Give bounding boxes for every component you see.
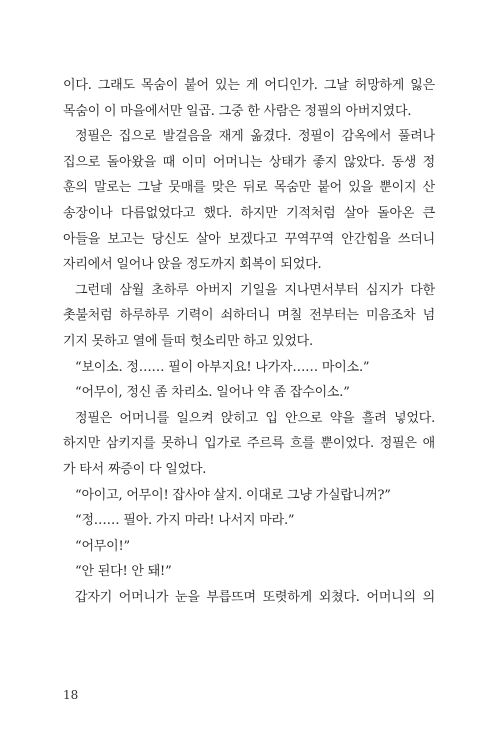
text-line: 촛불처럼 하루하루 기력이 쇠하더니 며칠 전부터는 미음조차 넘 — [63, 308, 435, 324]
text-line: 목숨이 이 마을에서만 일곱. 그중 한 사람은 정필의 아버지였다. — [63, 103, 412, 119]
text-line: 하지만 삼키지를 못하니 입가로 주르륵 흐를 뿐이었다. 정필은 애 — [63, 436, 435, 452]
text-line: 집으로 돌아왔을 때 이미 어머니는 상태가 좋지 않았다. 동생 정 — [63, 154, 435, 170]
dialogue-line: “아이고, 어무이! 잡사야 살지. 이대로 그냥 가실랍니꺼?” — [75, 487, 391, 503]
dialogue-line: “보이소. 정…… 필이 아부지요! 나가자…… 마이소.” — [75, 359, 370, 375]
dialogue-line: “정…… 필아. 가지 마라! 나서지 마라.” — [75, 513, 295, 529]
text-line: 이다. 그래도 목숨이 붙어 있는 게 어디인가. 그날 허망하게 잃은 — [63, 78, 435, 93]
text-line: 훈의 말로는 그날 뭇매를 맞은 뒤로 목숨만 붙어 있을 뿐이지 산 — [63, 180, 435, 196]
page-number: 18 — [63, 688, 79, 702]
text-line: 그런데 삼월 초하루 아버지 기일을 지나면서부터 심지가 다한 — [75, 282, 435, 298]
dialogue-line: “어무이, 정신 좀 차리소. 일어나 약 좀 잡수이소.” — [75, 385, 350, 401]
text-line: 기지 못하고 열에 들떠 헛소리만 하고 있었다. — [63, 333, 313, 349]
text-line: 정필은 어머니를 일으켜 앉히고 입 안으로 약을 흘려 넣었다. — [75, 410, 435, 426]
body-text — [63, 73, 435, 610]
dialogue-line: “어무이!” — [75, 538, 130, 554]
text-line: 자리에서 일어나 앉을 정도까지 회복이 되었다. — [63, 257, 322, 273]
text-line: 갑자기 어머니가 눈을 부릅뜨며 또렷하게 외쳤다. 어머니의 의 — [75, 589, 435, 605]
text-line: 아들을 보고는 당신도 살아 보겠다고 꾸역꾸역 안간힘을 쓰더니 — [63, 231, 435, 247]
text-line: 가 타서 짜증이 다 일었다. — [63, 461, 207, 477]
dialogue-line: “안 된다! 안 돼!” — [75, 564, 172, 580]
text-line: 정필은 집으로 발걸음을 재게 옮겼다. 정필이 감옥에서 풀려나 — [75, 129, 435, 145]
text-line: 송장이나 다름없었다고 했다. 하지만 기적처럼 살아 돌아온 큰 — [63, 205, 435, 221]
